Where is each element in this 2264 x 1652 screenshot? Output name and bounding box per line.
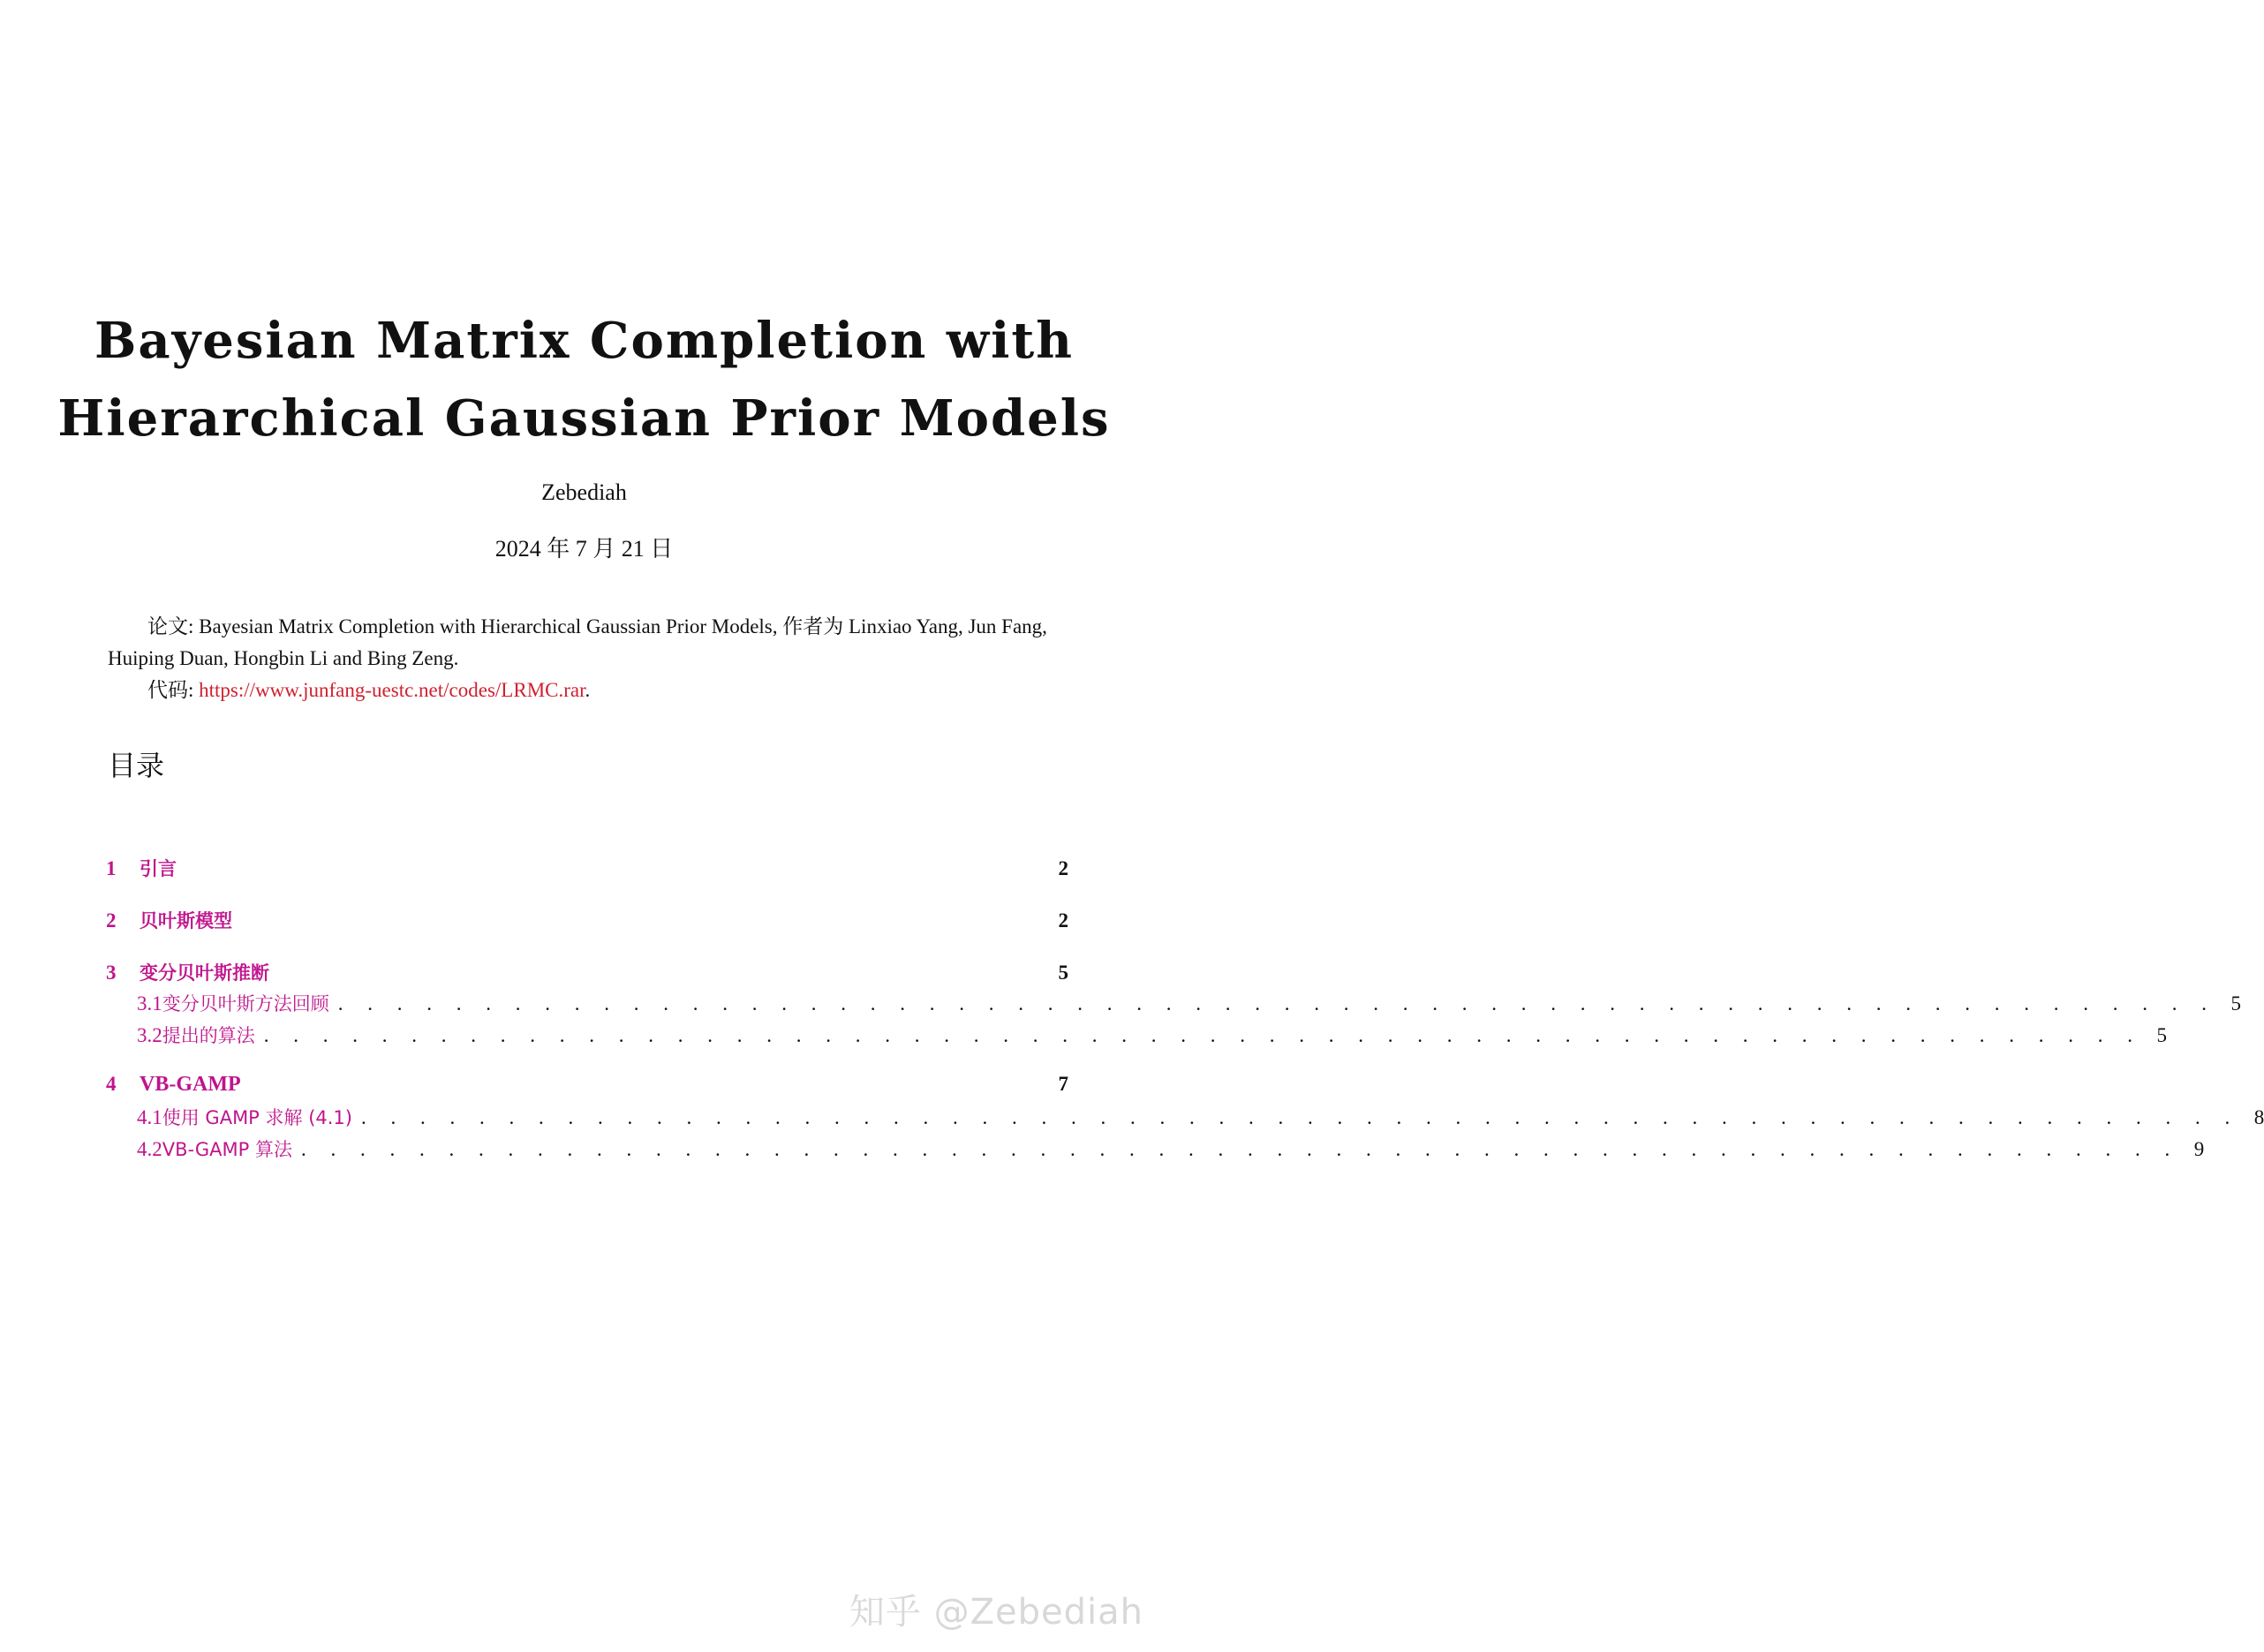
toc-entry-4-1[interactable] <box>106 1104 2264 1130</box>
toc-entry-number: 1 <box>106 857 117 879</box>
toc-entry-2[interactable] <box>106 907 1068 933</box>
title-line-1: Bayesian Matrix Completion with <box>94 312 1074 370</box>
toc-entry-3-2[interactable] <box>106 1022 2167 1048</box>
paper-title <box>0 302 1168 457</box>
abstract <box>108 611 1068 706</box>
code-line <box>108 675 1068 706</box>
toc-entry-number: 3.2 <box>137 1024 162 1046</box>
author: Zebediah <box>541 479 627 505</box>
toc-entry-label: 贝叶斯模型 <box>140 910 232 932</box>
toc-entry-label: 变分贝叶斯推断 <box>140 962 269 984</box>
paper-text: Bayesian Matrix Completion with Hierarchical Gaussian Prior Models, 作者为 Linxiao Yang, Jun Fang, Huiping Duan, Hongbin Li and Bing Zeng. <box>108 615 1047 669</box>
toc-entry-page: 2 <box>1058 857 1068 879</box>
paper-citation <box>108 611 1068 675</box>
toc-leader-dots: . . . . . . . . . . . . . . . . . . . . . . . . . . . . . . . . . . . . . . . . . . . . . . . . . . . . . . . . . . . . . . . . <box>360 1106 2240 1128</box>
toc-entry-number: 4 <box>106 1073 117 1095</box>
toc-entry-label: 使用 GAMP 求解 (4.1) <box>162 1107 352 1128</box>
toc-entry-3[interactable] <box>106 959 1068 985</box>
toc-leader-dots: . . . . . . . . . . . . . . . . . . . . . . . . . . . . . . . . . . . . . . . . . . . . . . . . . . . . . . . . . . . . . . . . <box>263 1024 2142 1046</box>
toc-entry-label: 引言 <box>140 858 177 879</box>
paper-prefix: 论文: <box>147 615 200 637</box>
toc-entry-3-1[interactable] <box>106 990 2241 1016</box>
toc-entry-page: 5 <box>2156 1024 2167 1046</box>
toc-leader-dots: . . . . . . . . . . . . . . . . . . . . . . . . . . . . . . . . . . . . . . . . . . . . . . . . . . . . . . . . . . . . . . . . <box>300 1138 2180 1160</box>
toc-entry-page: 5 <box>2230 992 2241 1015</box>
watermark: 知乎 @Zebediah <box>849 1592 1143 1633</box>
toc-entry-number: 4.1 <box>137 1106 162 1128</box>
date: 2024 年 7 月 21 日 <box>494 536 674 562</box>
code-link[interactable]: https://www.junfang-uestc.net/codes/LRMC.rar <box>199 679 585 701</box>
code-suffix: . <box>585 679 591 701</box>
toc-entry-label: 提出的算法 <box>162 1025 255 1046</box>
toc-entry-label: VB-GAMP <box>140 1073 241 1096</box>
toc-entry-page: 5 <box>1058 962 1068 984</box>
toc-entry-page: 7 <box>1058 1073 1068 1095</box>
title-line-2: Hierarchical Gaussian Prior Models <box>57 389 1111 448</box>
toc-entry-page: 8 <box>2253 1106 2264 1128</box>
toc-leader-dots: . . . . . . . . . . . . . . . . . . . . . . . . . . . . . . . . . . . . . . . . . . . . . . . . . . . . . . . . . . . . . . . . <box>337 992 2216 1015</box>
toc-entry-number: 3.1 <box>137 992 162 1015</box>
code-prefix: 代码: <box>147 679 200 701</box>
toc-entry-4[interactable] <box>106 1073 1068 1097</box>
toc-entry-number: 4.2 <box>137 1138 162 1160</box>
toc-entry-number: 2 <box>106 909 117 932</box>
toc-entry-label: 变分贝叶斯方法回顾 <box>162 993 329 1015</box>
toc-entry-1[interactable] <box>106 855 1068 881</box>
toc-heading: 目录 <box>108 749 165 782</box>
toc-entry-4-2[interactable] <box>106 1135 2205 1162</box>
toc-entry-page: 2 <box>1058 909 1068 932</box>
toc-entry-label: VB-GAMP 算法 <box>162 1139 292 1160</box>
toc-entry-page: 9 <box>2193 1138 2205 1160</box>
toc-entry-number: 3 <box>106 962 117 984</box>
